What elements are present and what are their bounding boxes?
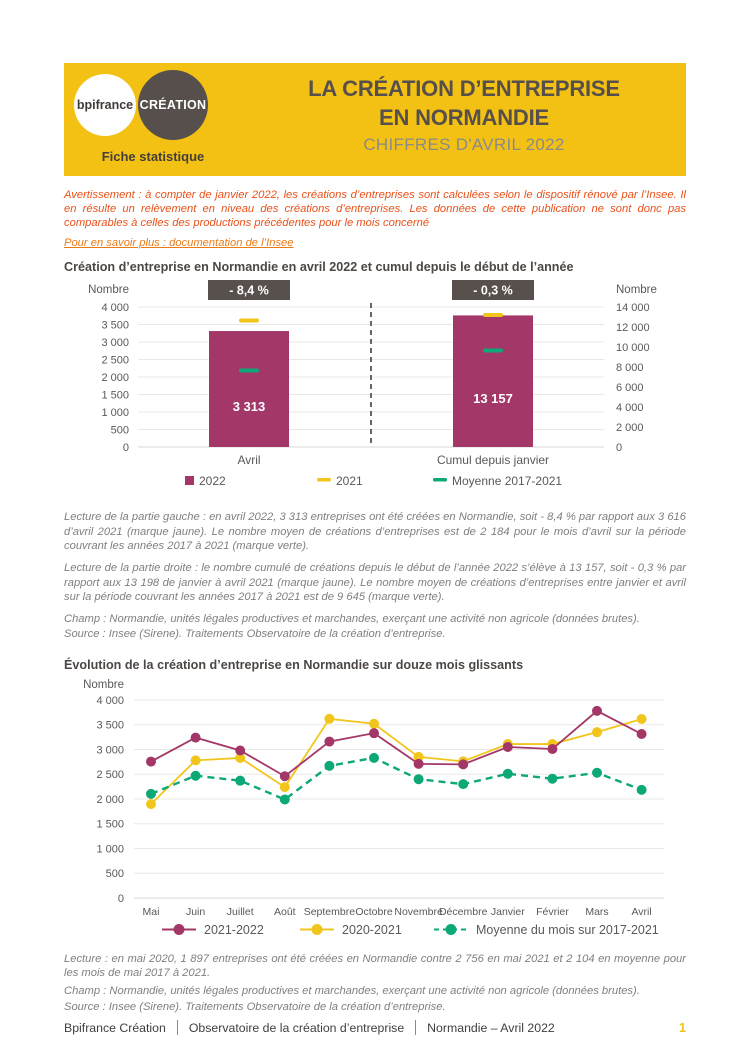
left-axis-tick: 500 <box>110 424 129 437</box>
tagline: Fiche statistique <box>101 149 205 164</box>
x-axis-month-label: Août <box>273 905 296 918</box>
right-axis-tick: 2 000 <box>616 422 644 435</box>
y-axis-tick: 0 <box>117 892 124 905</box>
data-point <box>146 799 156 809</box>
right-axis-tick: 10 000 <box>616 342 650 355</box>
page-title-line1: LA CRÉATION D’ENTREPRISE <box>308 76 620 101</box>
creation-logo-text: CRÉATION <box>139 98 207 112</box>
y-axis-tick: 2 000 <box>96 793 124 806</box>
right-axis-tick: 14 000 <box>616 302 650 315</box>
left-axis-tick: 1 500 <box>101 389 129 402</box>
legend-swatch-moyenne <box>433 478 447 482</box>
data-point <box>191 732 201 742</box>
data-point <box>503 742 513 752</box>
data-point <box>369 728 379 738</box>
x-axis-month-label: Décembre <box>438 905 488 918</box>
legend-dot <box>446 924 457 935</box>
section2-title: Évolution de la création d’entreprise en Normandie sur douze mois glissants <box>64 657 524 672</box>
x-axis-month-label: Avril <box>631 905 652 918</box>
percent-badge-label: - 0,3 % <box>473 283 513 298</box>
y-axis-tick: 1 500 <box>96 818 124 831</box>
monthly-and-cumulative-bar-chart <box>64 279 686 502</box>
data-point <box>146 789 156 799</box>
x-axis-month-label: Octobre <box>355 905 393 918</box>
data-point <box>369 719 379 729</box>
y-axis-tick: 3 500 <box>96 719 124 732</box>
footer <box>64 1020 686 1035</box>
data-point <box>637 785 647 795</box>
page-subtitle: CHIFFRES D'AVRIL 2022 <box>363 135 565 155</box>
y-axis-tick: 3 000 <box>96 744 124 757</box>
left-axis-tick: 3 500 <box>101 319 129 332</box>
footer-separator <box>177 1020 178 1035</box>
right-axis-tick: 6 000 <box>616 382 644 395</box>
section2-source: Source : Insee (Sirene). Traitements Observatoire de la création d’entreprise. <box>64 1000 446 1013</box>
series-line-2021-2022 <box>151 711 642 776</box>
left-axis-tick: 4 000 <box>101 302 129 315</box>
data-point <box>637 714 647 724</box>
creation-logo <box>138 70 208 140</box>
x-axis-month-label: Juin <box>185 905 206 918</box>
right-axis-tick: 4 000 <box>616 402 644 415</box>
y-axis-tick: 4 000 <box>96 694 124 707</box>
data-point <box>280 782 290 792</box>
y-axis-tick: 1 000 <box>96 843 124 856</box>
data-point <box>637 729 647 739</box>
data-point <box>458 779 468 789</box>
data-point <box>547 744 557 754</box>
percent-badge-label: - 8,4 % <box>229 283 269 298</box>
section1-source: Source : Insee (Sirene). Traitements Observatoire de la création d’entreprise. <box>64 628 446 641</box>
marker-moyenne <box>483 349 503 353</box>
left-axis-label: Nombre <box>88 284 129 297</box>
footer-separator <box>415 1020 416 1035</box>
legend-series-label: Moyenne du mois sur 2017-2021 <box>476 922 659 937</box>
legend-series-label: 2021-2022 <box>204 922 264 937</box>
legend-dot <box>312 924 323 935</box>
y-axis-label: Nombre <box>83 678 124 691</box>
series-line-2020-2021 <box>151 719 642 804</box>
data-point <box>235 745 245 755</box>
bar-value-label: 3 313 <box>232 399 266 415</box>
bar-category-label: Cumul depuis janvier <box>436 453 550 468</box>
footer-observatoire: Observatoire de la création d’entreprise <box>188 1020 405 1035</box>
data-point <box>324 761 334 771</box>
lecture-right-paragraph: Lecture de la partie droite : le nombre cumulé de créations depuis le début de l’année 2022 s’élève à 13 157, soit - 0,3 % par rapport aux 13 198 de janvier à avril 2021 (marque jaune). Le nombre moyen de créations d’entreprises entre janvier et avril sur la période couvrant les années 2017 à 2021 est de 9 645 (marque verte). <box>64 562 686 604</box>
data-point <box>369 753 379 763</box>
twelve-month-line-chart <box>64 676 686 947</box>
x-axis-month-label: Mars <box>585 905 609 918</box>
legend-label-2022: 2022 <box>199 474 226 489</box>
left-axis-tick: 2 000 <box>101 372 129 385</box>
data-point <box>503 769 513 779</box>
left-axis-tick: 3 000 <box>101 337 129 350</box>
footer-brand: Bpifrance Création <box>64 1020 166 1035</box>
lecture-left-paragraph: Lecture de la partie gauche : en avril 2022, 3 313 entreprises ont été créées en Normandie, soit - 8,4 % par rapport aux 3 616 d’avril 2021 (marque jaune). Le nombre moyen de créations d’entreprises est de 2 184 pour le mois d’avril sur la période couvrant les années 2017 à 2021 (marque verte). <box>64 511 686 553</box>
x-axis-month-label: Février <box>536 905 569 918</box>
data-point <box>235 776 245 786</box>
x-axis-month-label: Juillet <box>226 905 254 918</box>
legend-dot <box>174 924 185 935</box>
x-axis-month-label: Novembre <box>394 905 443 918</box>
bar-2022-0 <box>209 331 289 447</box>
header-band <box>64 63 686 176</box>
y-axis-tick: 2 500 <box>96 768 124 781</box>
bar-category-label: Avril <box>237 453 261 468</box>
footer-region-date: Normandie – Avril 2022 <box>427 1020 555 1035</box>
data-point <box>280 771 290 781</box>
left-axis-tick: 2 500 <box>101 354 129 367</box>
marker-2021 <box>239 319 259 323</box>
marker-moyenne <box>239 369 259 373</box>
section2-champ: Champ : Normandie, unités légales productives et marchandes, exerçant une activité non agricole (données brutes). <box>64 984 640 997</box>
logo-block <box>64 63 242 176</box>
legend-label-moyenne: Moyenne 2017-2021 <box>452 474 563 489</box>
bar-value-label: 13 157 <box>473 391 513 407</box>
data-point <box>191 771 201 781</box>
left-axis-tick: 0 <box>122 442 129 455</box>
bpifrance-logo-text: bpifrance <box>76 98 134 112</box>
data-point <box>414 774 424 784</box>
page-title-line2: EN NORMANDIE <box>379 104 549 130</box>
header-titles <box>242 63 686 176</box>
data-point <box>146 756 156 766</box>
line-chart-svg <box>64 676 686 942</box>
y-axis-tick: 500 <box>105 867 124 880</box>
legend-series-label: 2020-2021 <box>342 922 402 937</box>
data-point <box>547 774 557 784</box>
insee-documentation-link[interactable]: Pour en savoir plus : documentation de l’Insee <box>64 237 294 250</box>
section1-champ: Champ : Normandie, unités légales productives et marchandes, exerçant une activité non agricole (données brutes). <box>64 612 640 625</box>
bar-2022-1 <box>453 316 533 448</box>
data-point <box>592 727 602 737</box>
x-axis-month-label: Mai <box>142 905 160 918</box>
data-point <box>458 759 468 769</box>
x-axis-month-label: Janvier <box>490 905 525 918</box>
left-axis-tick: 1 000 <box>101 407 129 420</box>
right-axis-label: Nombre <box>616 284 657 297</box>
data-point <box>324 714 334 724</box>
right-axis-tick: 0 <box>616 442 623 455</box>
page-number: 1 <box>679 1020 686 1035</box>
data-point <box>592 768 602 778</box>
data-point <box>414 759 424 769</box>
legend-label-2021: 2021 <box>336 474 363 489</box>
bpifrance-logo <box>74 74 136 136</box>
legend-swatch-2021 <box>317 478 331 482</box>
bar-chart-svg <box>64 279 686 497</box>
series-line-Moyenne du mois sur 2017-2021 <box>151 758 642 800</box>
section2-lecture: Lecture : en mai 2020, 1 897 entreprises ont été créées en Normandie contre 2 756 en mai 2021 et 2 104 en moyenne pour les mois de mai 2017 à 2021. <box>64 952 686 980</box>
x-axis-month-label: Septembre <box>303 905 356 918</box>
legend-swatch-2022 <box>185 476 194 485</box>
data-point <box>280 794 290 804</box>
right-axis-tick: 8 000 <box>616 362 644 375</box>
section1-title: Création d’entreprise en Normandie en avril 2022 et cumul depuis le début de l’année <box>64 260 574 275</box>
insee-warning-text: Avertissement : à compter de janvier 2022, les créations d’entreprises sont calculées selon le dispositif rénové par l’Insee. Il en résulte un relèvement en niveau des créations d’entreprises. Les données de cette publication ne sont donc pas comparables à celles des productions précédentes pour le mois concerné <box>64 189 686 230</box>
data-point <box>592 706 602 716</box>
data-point <box>324 736 334 746</box>
marker-2021 <box>483 313 503 317</box>
right-axis-tick: 12 000 <box>616 322 650 335</box>
data-point <box>191 755 201 765</box>
